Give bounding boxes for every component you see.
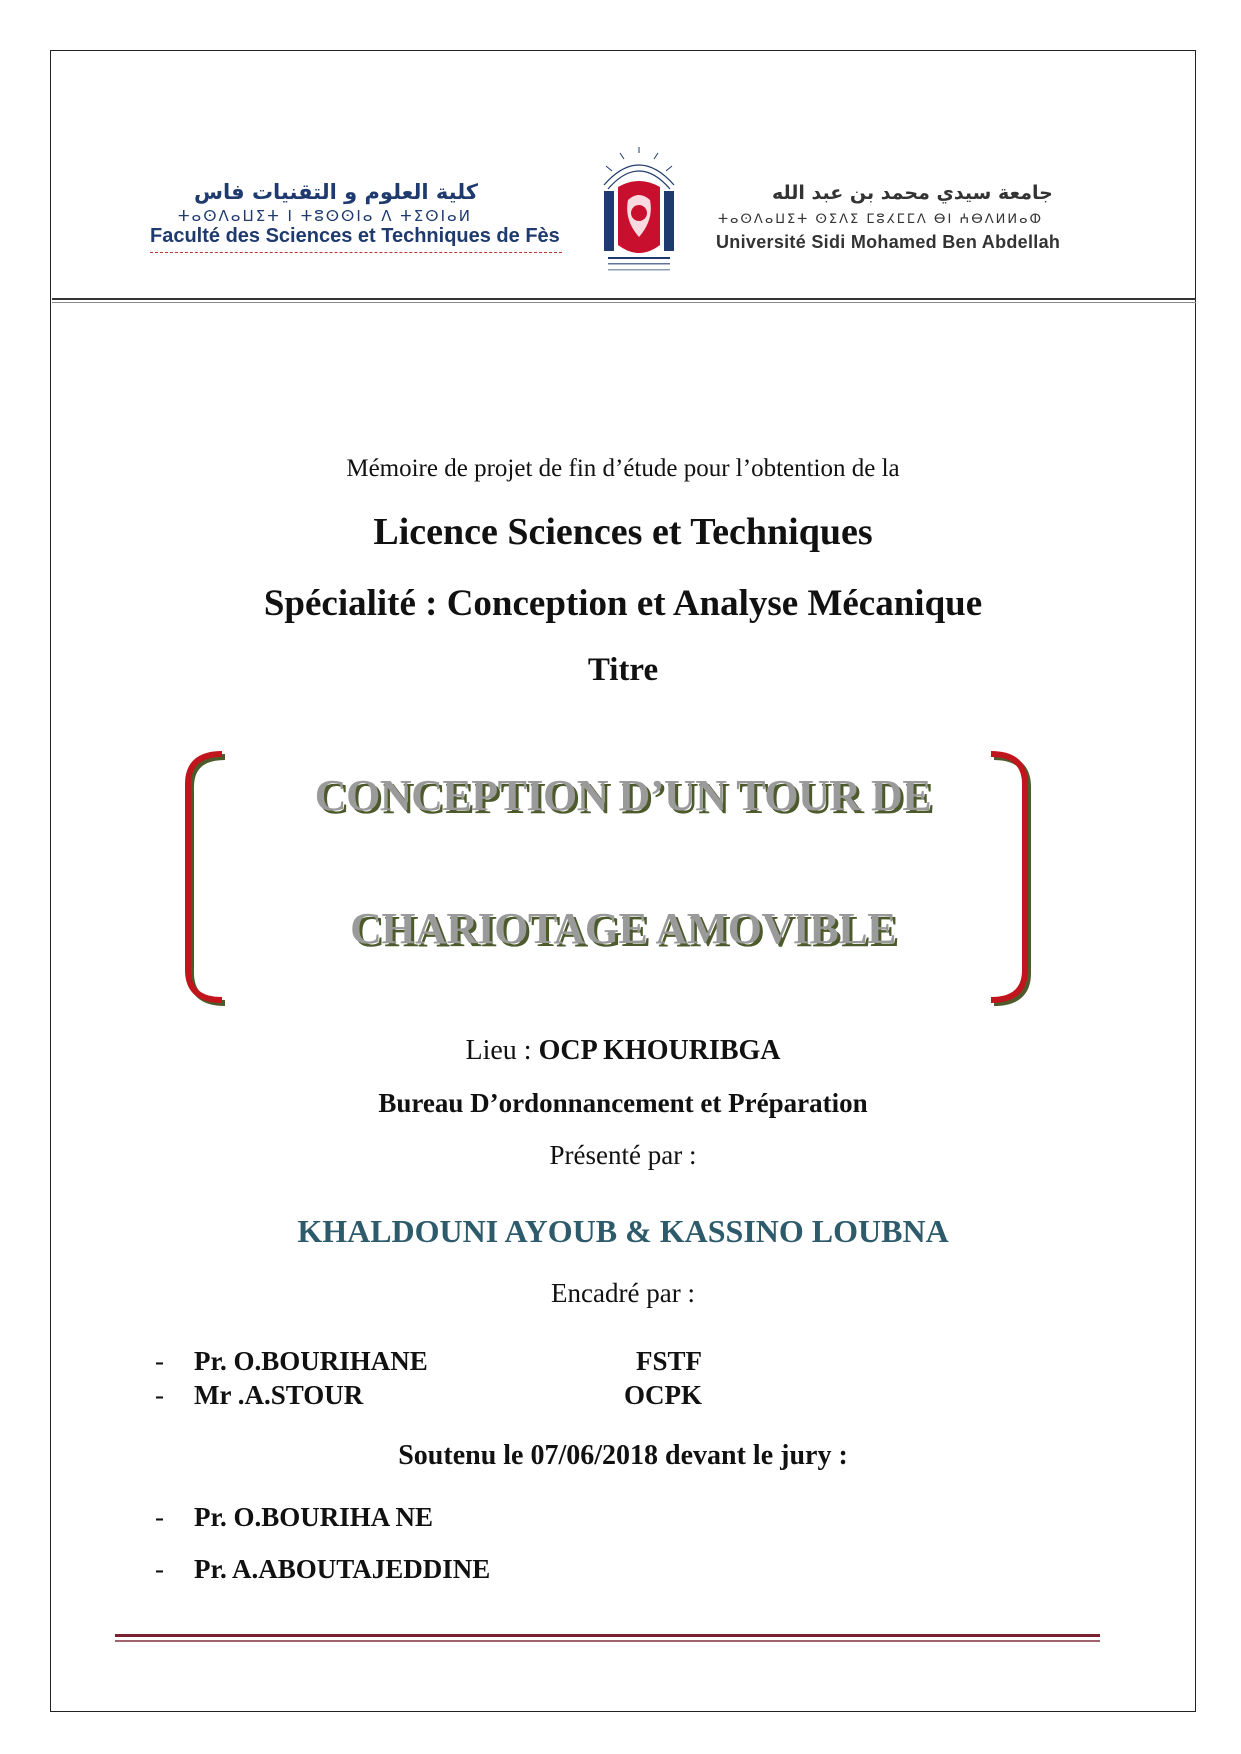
- usmba-arabic-name: جامعة سيدي محمد بن عبد الله: [772, 182, 1053, 204]
- usmba-french-name: Université Sidi Mohamed Ben Abdellah: [716, 232, 1061, 252]
- fst-logo: [148, 180, 568, 260]
- fst-underline: [150, 252, 562, 253]
- supervisor-name: Mr .A.STOUR: [194, 1380, 364, 1410]
- jury-member: Pr. O.BOURIHA NE: [194, 1502, 434, 1532]
- header-divider-thin: [52, 302, 1196, 303]
- project-title-line-1: CONCEPTION D’UN TOUR DE: [314, 771, 932, 820]
- presente-par-label: Présenté par :: [549, 1140, 697, 1170]
- jury-dash: -: [155, 1554, 164, 1584]
- lieu-label: Lieu :: [465, 1035, 539, 1066]
- jury-member: Pr. A.ABOUTAJEDDINE: [194, 1554, 491, 1584]
- lieu-value: OCP KHOURIBGA: [538, 1035, 781, 1066]
- fst-french-name: Faculté des Sciences et Techniques de Fès: [150, 225, 560, 247]
- bureau-line: Bureau D’ordonnancement et Préparation: [378, 1088, 868, 1118]
- fst-arabic-name: كلية العلوم و التقنيات فاس: [194, 180, 478, 204]
- lieu-line: [50, 1035, 1196, 1067]
- usmba-logo: [712, 180, 1082, 260]
- encadre-par-label: Encadré par :: [551, 1278, 695, 1308]
- footer-divider: [115, 1634, 1100, 1637]
- project-title-line-2: CHARIOTAGE AMOVIBLE: [350, 904, 896, 953]
- usmba-seal-icon: [594, 145, 684, 285]
- soutenu-line: Soutenu le 07/06/2018 devant le jury :: [398, 1440, 848, 1471]
- supervisor-dash: -: [155, 1346, 164, 1376]
- degree-title: Licence Sciences et Techniques: [373, 511, 873, 553]
- header-divider: [52, 298, 1196, 300]
- supervisor-org: OCPK: [624, 1380, 702, 1410]
- supervisor-org: FSTF: [636, 1346, 703, 1376]
- titre-label: Titre: [587, 652, 659, 688]
- memoire-line: Mémoire de projet de fin d’étude pour l’obtention de la: [346, 455, 900, 482]
- specialite-line: Spécialité : Conception et Analyse Mécanique: [263, 583, 983, 624]
- jury-dash: -: [155, 1502, 164, 1532]
- fst-tifinagh-name: ⵜⴰⵙⴷⴰⵡⵉⵜ ⵏ ⵜⵓⵙⵙⵏⴰ ⴷ ⵜⵉⵙⵏⴰⵍ: [178, 207, 472, 225]
- footer-divider-thin: [115, 1640, 1100, 1642]
- authors-line: KHALDOUNI AYOUB & KASSINO LOUBNA: [297, 1213, 949, 1249]
- supervisor-name: Pr. O.BOURIHANE: [194, 1346, 428, 1376]
- usmba-tifinagh-name: ⵜⴰⵙⴷⴰⵡⵉⵜ ⵙⵉⴷⵉ ⵎⵓⵃⵎⵎⴷ ⴱⵏ ⵄⴱⴷⵍⵍⴰⵀ: [718, 212, 1044, 227]
- supervisor-dash: -: [155, 1380, 164, 1410]
